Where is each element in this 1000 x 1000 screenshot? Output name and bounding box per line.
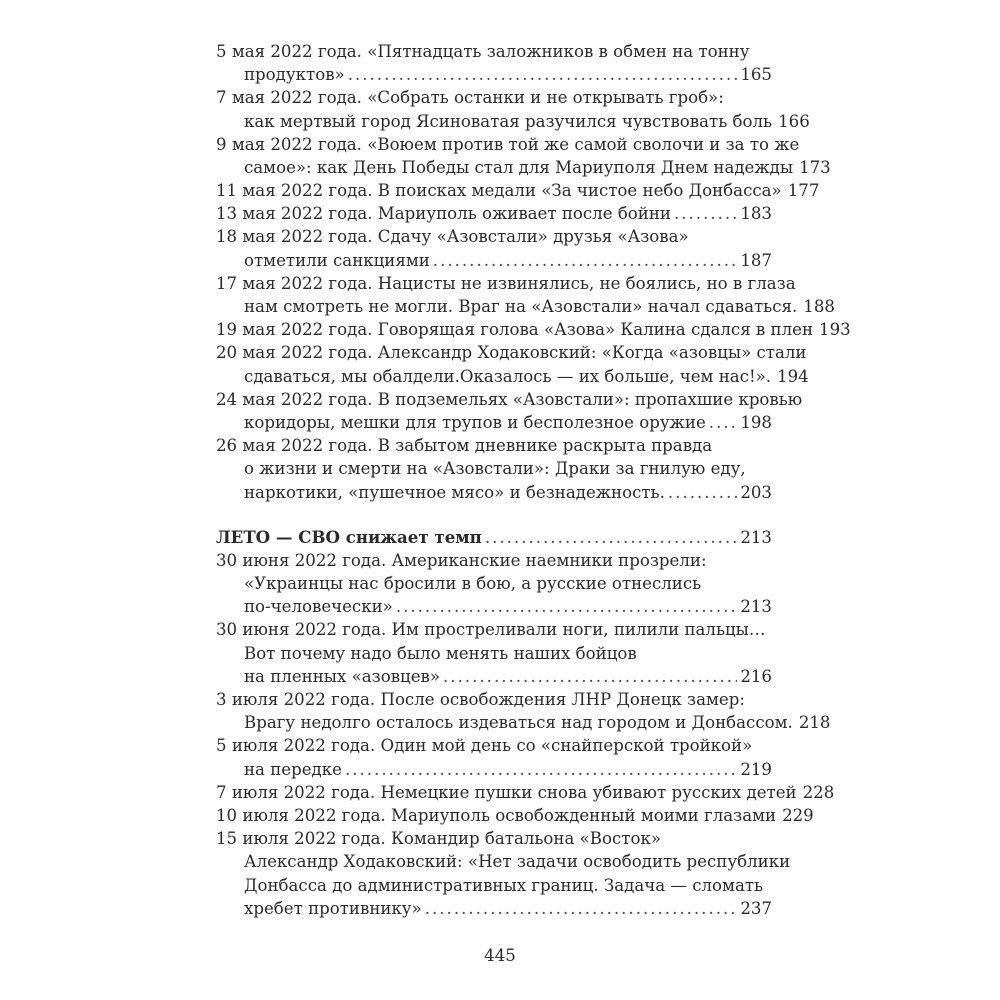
toc-entry-title: на пленных «азовцев» bbox=[244, 666, 441, 686]
toc-entry-line bbox=[216, 457, 772, 480]
dot-leader bbox=[425, 897, 738, 920]
toc-page-number: 218 bbox=[798, 713, 831, 733]
toc-entry-line bbox=[216, 365, 809, 388]
toc-entry-line bbox=[216, 665, 772, 688]
toc-entry-title: 10 июля 2022 года. Мариуполь освобожденный моими глазами bbox=[216, 805, 777, 825]
toc-entry-line bbox=[216, 226, 772, 249]
toc-entry-title: 5 мая 2022 года. «Пятнадцать заложников в обмен на тонну bbox=[216, 41, 750, 61]
toc-page-number: 229 bbox=[782, 805, 814, 825]
toc-entry[interactable] bbox=[216, 827, 791, 920]
toc-page-number: 237 bbox=[740, 898, 772, 918]
toc-entry-title: 30 июня 2022 года. Американские наемники прозрели: bbox=[216, 550, 707, 570]
toc-entry-line bbox=[216, 781, 835, 804]
toc-entry-title: о жизни и смерти на «Азовстали»: Драки за гнилую еду, bbox=[244, 459, 746, 479]
toc-entry-title: хребет противнику» bbox=[244, 898, 422, 918]
toc-entry-line bbox=[216, 388, 803, 411]
section-heading[interactable] bbox=[216, 526, 772, 549]
toc-entry-line bbox=[216, 110, 810, 133]
toc-entry-line bbox=[216, 572, 772, 595]
toc-entry-title: 13 мая 2022 года. Мариуполь оживает после бойни bbox=[216, 204, 671, 224]
toc-entry[interactable] bbox=[216, 341, 809, 387]
toc-entry-line bbox=[216, 874, 772, 897]
toc-entry-title: 20 мая 2022 года. Александр Ходаковский: «Когда «азовцы» стали bbox=[216, 343, 807, 363]
toc-entry-line bbox=[216, 40, 772, 63]
dot-leader bbox=[485, 526, 737, 549]
toc-entry-title: 3 июля 2022 года. После освобождения ЛНР Донецк замер: bbox=[216, 690, 745, 710]
toc-entry[interactable] bbox=[216, 272, 835, 318]
toc-entry-line bbox=[216, 63, 772, 86]
toc-entry-title: самое»: как День Победы стал для Мариуполя Днем надежды bbox=[244, 157, 794, 177]
toc-page-number: 183 bbox=[740, 204, 772, 224]
dot-leader bbox=[345, 758, 737, 781]
toc-entry-title: 24 мая 2022 года. В подземельях «Азовстали»: пропахшие кровью bbox=[216, 389, 803, 409]
toc-page-number: 203 bbox=[740, 482, 772, 502]
dot-leader bbox=[396, 595, 738, 618]
toc-page-number: 213 bbox=[740, 597, 772, 617]
toc-entry[interactable] bbox=[216, 734, 772, 780]
dot-leader bbox=[348, 63, 738, 86]
toc-entry-line bbox=[216, 202, 772, 225]
toc-entry[interactable] bbox=[216, 202, 772, 225]
dot-leader bbox=[674, 202, 737, 225]
toc-page-number: 213 bbox=[740, 527, 772, 547]
toc-entry-title: 19 мая 2022 года. Говорящая голова «Азова» Калина сдался в плен bbox=[216, 320, 814, 340]
toc-entry[interactable] bbox=[216, 804, 814, 827]
toc-entry-title: на передке bbox=[244, 759, 342, 779]
toc-entry-title: отметили санкциями bbox=[244, 250, 430, 270]
toc-entry-title: «Украинцы нас бросили в бою, а русские отнеслись bbox=[244, 574, 702, 594]
toc-entry-title: Донбасса до административных границ. Задача — сломать bbox=[244, 875, 764, 895]
toc-entry-title: 17 мая 2022 года. Нацисты не извинялись, не боялись, но в глаза bbox=[216, 273, 796, 293]
toc-entry-title: 26 мая 2022 года. В забытом дневнике раскрыта правда bbox=[216, 436, 713, 456]
toc-entry-line bbox=[216, 804, 814, 827]
toc-entry-title: 30 июня 2022 года. Им простреливали ноги, пилили пальцы… bbox=[216, 620, 766, 640]
toc-entry-title: 18 мая 2022 года. Сдачу «Азовстали» друзья «Азова» bbox=[216, 227, 689, 247]
toc-entry-line bbox=[216, 133, 800, 156]
toc-entry-title: 5 июля 2022 года. Один мой день со «снайперской тройкой» bbox=[216, 736, 753, 756]
toc-entry-title: 7 июля 2022 года. Немецкие пушки снова убивают русских детей bbox=[216, 782, 797, 802]
toc-entry-line bbox=[216, 179, 820, 202]
toc-page-number: 219 bbox=[740, 759, 772, 779]
toc-entry-title: коридоры, мешки для трупов и бесполезное оружие bbox=[244, 412, 706, 432]
table-of-contents bbox=[216, 40, 851, 920]
toc-entry-line bbox=[216, 734, 772, 757]
toc-page-number: 198 bbox=[740, 412, 772, 432]
toc-entry-line bbox=[216, 850, 791, 873]
toc-page-number: 166 bbox=[778, 111, 810, 131]
toc-entry[interactable] bbox=[216, 434, 772, 504]
toc-entry-line bbox=[216, 619, 772, 642]
toc-entry-line bbox=[216, 86, 772, 109]
toc-entry-title: 15 июля 2022 года. Командир батальона «Восток» bbox=[216, 829, 661, 849]
toc-page-number: 165 bbox=[740, 65, 772, 85]
toc-entry-title: 9 мая 2022 года. «Воюем против той же самой сволочи и за то же bbox=[216, 134, 800, 154]
toc-entry-title: Александр Ходаковский: «Нет задачи освободить республики bbox=[244, 852, 791, 872]
toc-entry-line bbox=[216, 642, 772, 665]
toc-entry-title: 11 мая 2022 года. В поисках медали «За чистое небо Донбасса» bbox=[216, 181, 782, 201]
toc-entry-line bbox=[216, 711, 831, 734]
toc-entry[interactable] bbox=[216, 781, 835, 804]
toc-entry-title: как мертвый город Ясиноватая разучился чувствовать боль bbox=[244, 111, 773, 131]
toc-page-number: 228 bbox=[802, 782, 835, 802]
toc-entry[interactable] bbox=[216, 86, 810, 132]
toc-page-number: 216 bbox=[740, 666, 772, 686]
toc-entry[interactable] bbox=[216, 179, 820, 202]
toc-entry-line bbox=[216, 481, 772, 504]
toc-page-number: 194 bbox=[777, 366, 809, 386]
toc-entry-line bbox=[216, 434, 772, 457]
toc-entry[interactable] bbox=[216, 688, 831, 734]
toc-page-number: 193 bbox=[819, 320, 851, 340]
toc-entry[interactable] bbox=[216, 133, 831, 179]
toc-entry-title: Вот почему надо было менять наших бойцов bbox=[244, 643, 637, 663]
toc-entry-line bbox=[216, 897, 772, 920]
toc-entry[interactable] bbox=[216, 318, 851, 341]
toc-entry[interactable] bbox=[216, 619, 772, 689]
dot-leader bbox=[433, 249, 738, 272]
toc-page-number: 173 bbox=[799, 157, 831, 177]
toc-entry-line bbox=[216, 758, 772, 781]
toc-entry-line bbox=[216, 549, 772, 572]
dot-leader bbox=[443, 665, 737, 688]
toc-entry-line bbox=[216, 156, 831, 179]
page-number: 445 bbox=[484, 946, 516, 965]
toc-page-number: 188 bbox=[803, 297, 835, 317]
toc-entry[interactable] bbox=[216, 388, 803, 434]
section-title: ЛЕТО — СВО снижает темп bbox=[216, 526, 482, 547]
toc-entry-line bbox=[216, 688, 772, 711]
toc-entry-title: нам смотреть не могли. Враг на «Азовстали» начал сдаваться. bbox=[244, 297, 798, 317]
toc-entry-title: сдаваться, мы обалдели.Оказалось — их больше, чем нас!». bbox=[244, 366, 772, 386]
toc-entry-line bbox=[216, 827, 772, 850]
toc-entry-line bbox=[216, 595, 772, 618]
dot-leader bbox=[668, 481, 737, 504]
toc-entry-title: по-человечески» bbox=[244, 597, 393, 617]
toc-entry[interactable] bbox=[216, 226, 772, 272]
toc-entry[interactable] bbox=[216, 40, 772, 86]
toc-entry-title: Врагу недолго осталось издеваться над городом и Донбассом. bbox=[244, 713, 793, 733]
toc-entry-line bbox=[216, 341, 807, 364]
toc-entry[interactable] bbox=[216, 549, 772, 619]
toc-entry-title: 7 мая 2022 года. «Собрать останки и не открывать гроб»: bbox=[216, 88, 724, 108]
toc-entry-line bbox=[216, 272, 796, 295]
toc-entry-line bbox=[216, 318, 851, 341]
toc-entry-title: наркотики, «пушечное мясо» и безнадежность. bbox=[244, 482, 665, 502]
toc-entry-line bbox=[216, 295, 835, 318]
toc-entry-line bbox=[216, 249, 772, 272]
toc-entry-line bbox=[216, 411, 772, 434]
toc-page-number: 177 bbox=[787, 181, 820, 201]
dot-leader bbox=[709, 411, 738, 434]
toc-entry-title: продуктов» bbox=[244, 65, 345, 85]
section-spacer bbox=[216, 504, 772, 526]
toc-page-number: 187 bbox=[740, 250, 772, 270]
